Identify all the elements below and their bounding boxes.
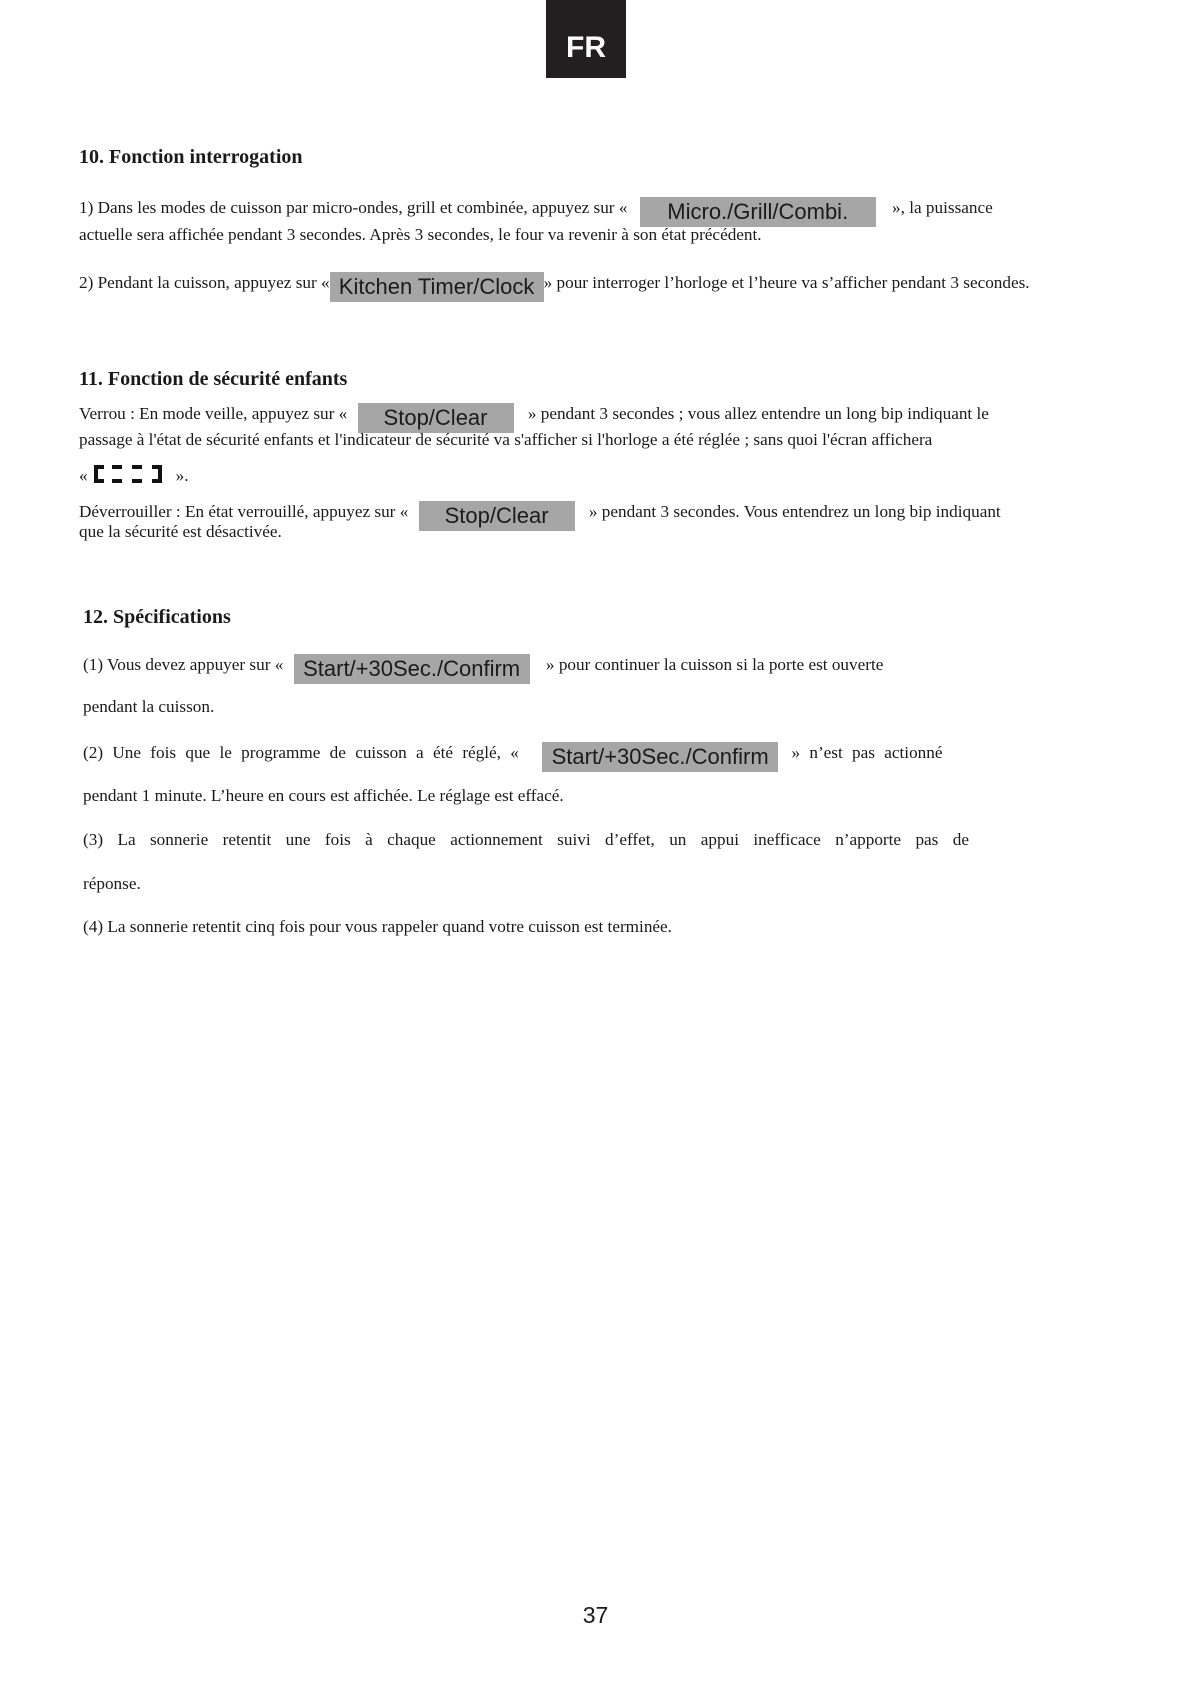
sec11-lock-line3	[79, 463, 188, 485]
sec12-s1-line2: pendant la cuisson.	[83, 697, 215, 716]
sec11-unlock-text-b: » pendant 3 secondes. Vous entendrez un long bip indiquant	[584, 502, 1001, 521]
kitchen-timer-clock-key: Kitchen Timer/Clock	[330, 272, 544, 302]
sec10-p2-line	[79, 272, 1030, 302]
sec12-s2-line1	[83, 742, 969, 772]
sec11-unlock-text-a: Déverrouiller : En état verrouillé, appuyez sur «	[79, 502, 413, 521]
sec12-s1-text-b: » pour continuer la cuisson si la porte est ouverte	[541, 655, 884, 674]
sec10-p1-line2: actuelle sera affichée pendant 3 secondes. Après 3 secondes, le four va revenir à son état précédent.	[79, 225, 762, 244]
sec12-s3-line2: réponse.	[83, 874, 141, 893]
sec12-s2-text-a: (2) Une fois que le programme de cuisson a été réglé, «	[83, 743, 529, 762]
sec11-unlock-line2: que la sécurité est désactivée.	[79, 522, 282, 541]
stop-clear-key-unlock: Stop/Clear	[419, 501, 575, 531]
sec11-lock-text-a: Verrou : En mode veille, appuyez sur «	[79, 404, 352, 423]
sec11-lock-close-quote: ».	[175, 466, 189, 485]
sec10-p1-line1	[79, 197, 993, 227]
language-tab: FR	[546, 0, 626, 78]
sec10-p1-text-a: 1) Dans les modes de cuisson par micro-ondes, grill et combinée, appuyez sur «	[79, 198, 632, 217]
section-12-title: 12. Spécifications	[83, 606, 231, 628]
sec12-s1-text-a: (1) Vous devez appuyer sur «	[83, 655, 288, 674]
stop-clear-key-lock: Stop/Clear	[358, 403, 514, 433]
sec11-lock-line1	[79, 403, 989, 433]
page-number: 37	[582, 1602, 609, 1628]
micro-grill-combi-key: Micro./Grill/Combi.	[640, 197, 876, 227]
sec10-p2-text-b: » pour interroger l’horloge et l’heure va s’afficher pendant 3 secondes.	[543, 273, 1030, 292]
sec12-s3-line1: (3) La sonnerie retentit une fois à chaque actionnement suivi d’effet, un appui inefficace n’apporte pas de	[83, 830, 969, 849]
sec11-lock-line2: passage à l'état de sécurité enfants et l'indicateur de sécurité va s'afficher si l'horloge a été réglée ; sans quoi l'écran affichera	[79, 430, 933, 449]
sec12-s4-line: (4) La sonnerie retentit cinq fois pour vous rappeler quand votre cuisson est terminée.	[83, 917, 672, 936]
start-confirm-key-2: Start/+30Sec./Confirm	[542, 742, 778, 772]
lcd-dashes-icon	[92, 463, 168, 485]
sec12-s2-text-b: » n’est pas actionné	[782, 743, 943, 762]
start-confirm-key-1: Start/+30Sec./Confirm	[294, 654, 530, 684]
sec11-lock-text-b: » pendant 3 secondes ; vous allez entendre un long bip indiquant le	[523, 404, 989, 423]
section-11-title: 11. Fonction de sécurité enfants	[79, 368, 348, 390]
sec10-p2-text-a: 2) Pendant la cuisson, appuyez sur «	[79, 273, 330, 292]
sec10-p1-text-b: », la puissance	[887, 198, 993, 217]
section-10-title: 10. Fonction interrogation	[79, 146, 303, 168]
sec11-lock-open-quote: «	[79, 466, 88, 485]
sec12-s1-line1	[83, 654, 883, 684]
sec12-s2-line2: pendant 1 minute. L’heure en cours est affichée. Le réglage est effacé.	[83, 786, 564, 805]
